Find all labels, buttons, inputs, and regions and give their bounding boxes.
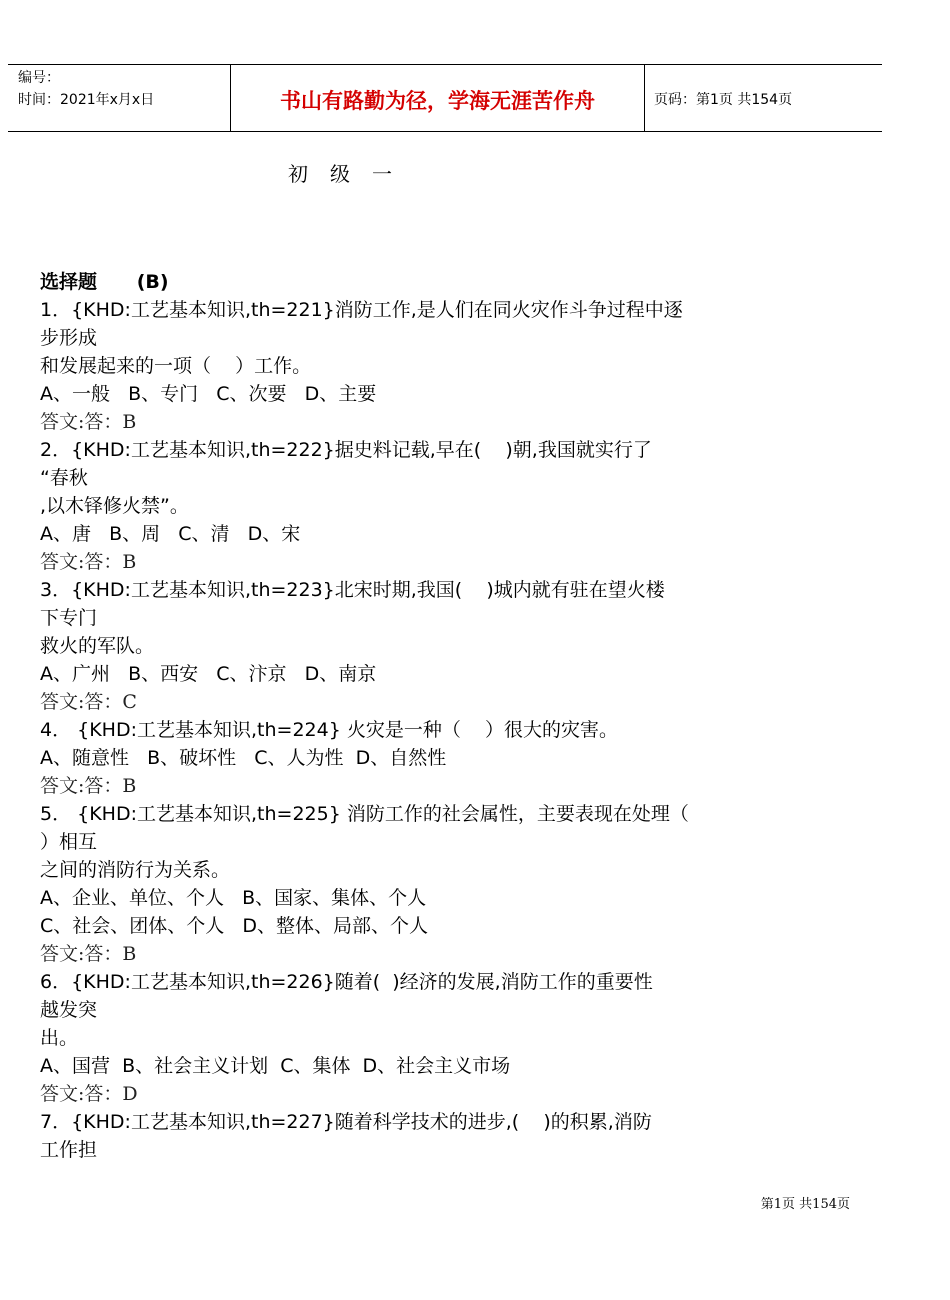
options-line: A、唐 B、周 C、清 D、宋 xyxy=(40,523,301,545)
question-line: 4． {KHD:工艺基本知识,th=224} 火灾是一种（ ）很大的灾害。 xyxy=(40,719,618,741)
header-meta-cell xyxy=(8,65,230,131)
question-line: 5． {KHD:工艺基本知识,th=225} 消防工作的社会属性，主要表现在处理（ xyxy=(40,803,689,825)
question-line: ）相互 xyxy=(40,831,98,853)
question-line: 越发突 xyxy=(40,999,98,1021)
page-footer: 第1页 共154页 xyxy=(760,1197,850,1212)
options-line: A、广州 B、西安 C、汴京 D、南京 xyxy=(40,663,377,685)
options-line: C、社会、团体、个人 D、整体、局部、个人 xyxy=(40,915,429,937)
options-line: A、随意性 B、破坏性 C、人为性 D、自然性 xyxy=(40,747,447,769)
question-line: 和发展起来的一项（ ）工作。 xyxy=(40,355,312,377)
question-line: 1．{KHD:工艺基本知识,th=221}消防工作,是人们在同火灾作斗争过程中逐 xyxy=(40,299,683,321)
question-line: 2．{KHD:工艺基本知识,th=222}据史料记载,早在( )朝,我国就实行了 xyxy=(40,439,652,461)
question-line: 救火的军队。 xyxy=(40,635,155,657)
answer-line: 答文:答：D xyxy=(40,1083,138,1105)
time-label: 时间：2021年x月x日 xyxy=(18,92,155,108)
question-content xyxy=(40,268,855,1164)
answer-line: 答文:答：B xyxy=(40,551,137,573)
options-line: A、国营 B、社会主义计划 C、集体 D、社会主义市场 xyxy=(40,1055,511,1077)
question-line: 出。 xyxy=(40,1027,79,1049)
answer-line: 答文:答：B xyxy=(40,943,137,965)
question-line: 下专门 xyxy=(40,607,98,629)
question-line: 6．{KHD:工艺基本知识,th=226}随着( )经济的发展,消防工作的重要性 xyxy=(40,971,653,993)
options-line: A、企业、单位、个人 B、国家、集体、个人 xyxy=(40,887,427,909)
question-line: “春秋 xyxy=(40,467,88,489)
question-line: ,以木铎修火禁”。 xyxy=(40,495,189,517)
document-title: 初级一 xyxy=(288,162,414,186)
header-page-cell xyxy=(644,65,882,131)
question-line: 3．{KHD:工艺基本知识,th=223}北宋时期,我国( )城内就有驻在望火楼 xyxy=(40,579,665,601)
section-title: 选择题 (B) xyxy=(40,271,169,293)
page-header xyxy=(8,64,882,132)
question-line: 步形成 xyxy=(40,327,98,349)
question-line: 之间的消防行为关系。 xyxy=(40,859,231,881)
options-line: A、一般 B、专门 C、次要 D、主要 xyxy=(40,383,377,405)
question-line: 工作担 xyxy=(40,1139,98,1161)
motto: 书山有路勤为径，学海无涯苦作舟 xyxy=(280,88,595,113)
number-label: 编号： xyxy=(18,70,60,86)
answer-line: 答文:答：B xyxy=(40,411,137,433)
header-motto-cell xyxy=(230,65,645,131)
page-code: 页码：第1页 共154页 xyxy=(654,92,793,108)
question-line: 7．{KHD:工艺基本知识,th=227}随着科学技术的进步,( )的积累,消防 xyxy=(40,1111,652,1133)
answer-line: 答文:答：B xyxy=(40,775,137,797)
answer-line: 答文:答：C xyxy=(40,691,137,713)
